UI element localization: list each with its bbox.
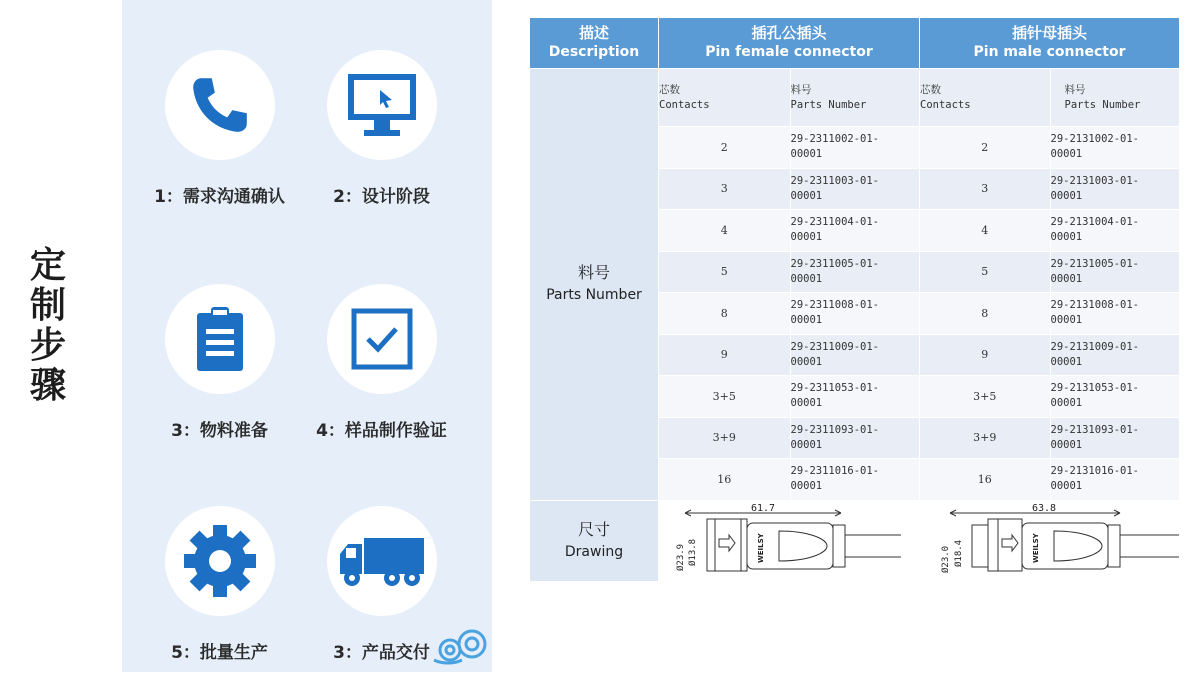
part-number-line: 29-2131016-01- bbox=[1050, 465, 1140, 478]
dimension-length: 61.7 bbox=[751, 502, 776, 514]
header-female-cn: 插孔公插头 bbox=[751, 24, 827, 42]
contacts-cell: 16 bbox=[920, 459, 1051, 501]
part-number-line: 29-2131053-01- bbox=[1050, 382, 1140, 395]
part-number-line: 00001 bbox=[790, 397, 823, 410]
male-connector-drawing-icon bbox=[920, 501, 1179, 581]
part-number-cell bbox=[790, 251, 920, 293]
step-label: 5：批量生产 bbox=[171, 643, 268, 663]
part-number-line: 00001 bbox=[790, 272, 823, 285]
drawing-label-cn: 尺寸 bbox=[577, 519, 610, 539]
female-connector-drawing bbox=[659, 500, 920, 581]
part-number-line: 00001 bbox=[790, 438, 823, 451]
male-connector-drawing bbox=[920, 500, 1180, 581]
vertical-title bbox=[22, 246, 74, 406]
part-number-cell bbox=[790, 376, 920, 418]
part-number-cell bbox=[1050, 210, 1180, 252]
part-number-cell bbox=[1050, 168, 1180, 210]
part-number-cell bbox=[1050, 334, 1180, 376]
part-number-line: 00001 bbox=[1050, 272, 1083, 285]
contacts-cell: 9 bbox=[659, 334, 791, 376]
contacts-cell: 5 bbox=[920, 251, 1051, 293]
parts-table bbox=[529, 17, 1180, 582]
dimension-outer-diameter: Ø23.0 bbox=[941, 545, 951, 573]
part-number-line: 29-2311009-01- bbox=[790, 340, 880, 353]
female-connector-drawing-icon bbox=[659, 501, 919, 581]
part-number-line: 00001 bbox=[790, 355, 823, 368]
step-label: 4：样品制作验证 bbox=[316, 421, 447, 441]
step-icon-circle bbox=[165, 50, 275, 160]
part-number-cell bbox=[790, 293, 920, 335]
part-number-cell bbox=[1050, 127, 1180, 169]
contacts-cell: 3+9 bbox=[920, 417, 1051, 459]
part-number-line: 29-2311016-01- bbox=[790, 465, 880, 478]
subheader-parts-en: Parts Number bbox=[790, 98, 867, 111]
contacts-cell: 2 bbox=[920, 127, 1051, 169]
header-male-en: Pin male connector bbox=[973, 44, 1126, 60]
part-number-line: 29-2131004-01- bbox=[1050, 216, 1140, 229]
part-number-line: 00001 bbox=[790, 189, 823, 202]
part-number-cell bbox=[790, 459, 920, 501]
contacts-cell: 16 bbox=[659, 459, 791, 501]
phone-icon bbox=[187, 72, 253, 138]
header-description bbox=[530, 18, 659, 69]
subheader-contacts-en: Contacts bbox=[659, 98, 710, 111]
part-number-line: 29-2131005-01- bbox=[1050, 257, 1140, 270]
contacts-cell: 3 bbox=[920, 168, 1051, 210]
part-number-cell bbox=[1050, 293, 1180, 335]
dimension-length: 63.8 bbox=[1032, 502, 1057, 514]
contacts-cell: 4 bbox=[659, 210, 791, 252]
part-number-line: 29-2131093-01- bbox=[1050, 423, 1140, 436]
row-label-en: Parts Number bbox=[546, 287, 642, 304]
part-number-line: 00001 bbox=[1050, 314, 1083, 327]
part-number-line: 29-2311004-01- bbox=[790, 216, 880, 229]
brand-marking: WEILSY bbox=[1032, 532, 1040, 563]
subheader-contacts-cn: 芯数 bbox=[920, 83, 941, 96]
part-number-line: 00001 bbox=[1050, 148, 1083, 161]
part-number-line: 29-2311008-01- bbox=[790, 299, 880, 312]
step-label: 3：物料准备 bbox=[171, 421, 268, 441]
dimension-inner-diameter: Ø18.4 bbox=[954, 539, 964, 567]
part-number-cell bbox=[1050, 251, 1180, 293]
clipboard-icon bbox=[193, 305, 247, 373]
step-icon-circle bbox=[327, 506, 437, 616]
drawing-label-en: Drawing bbox=[564, 543, 624, 560]
checkbox-icon bbox=[350, 307, 414, 371]
step-label: 2：设计阶段 bbox=[333, 187, 430, 207]
contacts-cell: 3+5 bbox=[659, 376, 791, 418]
drawing-row bbox=[530, 500, 1180, 581]
subheader-contacts bbox=[659, 69, 791, 127]
contacts-cell: 3+5 bbox=[920, 376, 1051, 418]
title-char: 步 bbox=[29, 325, 66, 366]
cloud-decoration-icon bbox=[432, 620, 490, 668]
header-desc-en: Description bbox=[548, 44, 640, 60]
dimension-outer-diameter: Ø23.9 bbox=[676, 543, 686, 571]
part-number-cell bbox=[790, 334, 920, 376]
step-icon-circle bbox=[327, 50, 437, 160]
part-number-line: 00001 bbox=[1050, 355, 1083, 368]
part-number-line: 29-2311093-01- bbox=[790, 423, 880, 436]
contacts-cell: 5 bbox=[659, 251, 791, 293]
part-number-line: 29-2131009-01- bbox=[1050, 340, 1140, 353]
part-number-cell bbox=[790, 417, 920, 459]
subheader-parts bbox=[790, 69, 920, 127]
brand-marking: WEILSY bbox=[757, 532, 765, 563]
subheader-parts bbox=[1050, 69, 1180, 127]
contacts-cell: 3+9 bbox=[659, 417, 791, 459]
part-number-cell bbox=[790, 210, 920, 252]
parts-number-row-label bbox=[530, 69, 659, 501]
part-number-line: 00001 bbox=[1050, 397, 1083, 410]
step-2 bbox=[289, 50, 474, 207]
table-header-row bbox=[530, 18, 1180, 69]
part-number-line: 00001 bbox=[790, 480, 823, 493]
drawing-row-label bbox=[530, 500, 659, 581]
title-char: 制 bbox=[29, 285, 66, 326]
step-1 bbox=[127, 50, 312, 207]
part-number-cell bbox=[790, 127, 920, 169]
contacts-cell: 2 bbox=[659, 127, 791, 169]
dimension-inner-diameter: Ø13.8 bbox=[688, 538, 698, 566]
part-number-line: 29-2131003-01- bbox=[1050, 174, 1140, 187]
header-desc-cn: 描述 bbox=[578, 24, 609, 42]
part-number-line: 00001 bbox=[790, 148, 823, 161]
header-female-en: Pin female connector bbox=[705, 44, 873, 60]
step-icon-circle bbox=[165, 506, 275, 616]
part-number-line: 29-2131002-01- bbox=[1050, 133, 1140, 146]
header-female bbox=[659, 18, 920, 69]
steps-panel bbox=[122, 0, 492, 672]
part-number-cell bbox=[1050, 376, 1180, 418]
step-label: 3：产品交付 bbox=[333, 643, 430, 663]
header-male-cn: 插针母插头 bbox=[1011, 24, 1087, 42]
title-char: 骤 bbox=[29, 365, 66, 406]
step-label: 1：需求沟通确认 bbox=[154, 187, 285, 207]
subheader-contacts-en: Contacts bbox=[920, 98, 971, 111]
monitor-icon bbox=[346, 72, 418, 138]
subheader-parts-cn: 料号 bbox=[1064, 83, 1086, 96]
part-number-line: 00001 bbox=[1050, 438, 1083, 451]
contacts-cell: 3 bbox=[659, 168, 791, 210]
row-label-cn: 料号 bbox=[577, 263, 610, 283]
subheader-parts-cn: 料号 bbox=[790, 83, 812, 96]
step-5 bbox=[127, 506, 312, 663]
contacts-cell: 8 bbox=[920, 293, 1051, 335]
part-number-line: 00001 bbox=[790, 314, 823, 327]
step-icon-circle bbox=[165, 284, 275, 394]
step-4 bbox=[289, 284, 474, 441]
part-number-line: 29-2311053-01- bbox=[790, 382, 880, 395]
contacts-cell: 4 bbox=[920, 210, 1051, 252]
gear-icon bbox=[183, 524, 257, 598]
step-3 bbox=[127, 284, 312, 441]
part-number-cell bbox=[1050, 417, 1180, 459]
truck-icon bbox=[338, 534, 426, 588]
subheader-parts-en: Parts Number bbox=[1064, 98, 1141, 111]
part-number-line: 29-2131008-01- bbox=[1050, 299, 1140, 312]
subheader-contacts-cn: 芯数 bbox=[659, 83, 680, 96]
part-number-cell bbox=[790, 168, 920, 210]
table-subheader-row bbox=[530, 69, 1180, 127]
part-number-line: 29-2311005-01- bbox=[790, 257, 880, 270]
title-char: 定 bbox=[29, 245, 66, 286]
contacts-cell: 8 bbox=[659, 293, 791, 335]
part-number-cell bbox=[1050, 459, 1180, 501]
part-number-line: 00001 bbox=[1050, 231, 1083, 244]
contacts-cell: 9 bbox=[920, 334, 1051, 376]
part-number-line: 29-2311002-01- bbox=[790, 133, 880, 146]
header-male bbox=[920, 18, 1180, 69]
part-number-line: 29-2311003-01- bbox=[790, 174, 880, 187]
subheader-contacts bbox=[920, 69, 1051, 127]
part-number-line: 00001 bbox=[1050, 480, 1083, 493]
step-icon-circle bbox=[327, 284, 437, 394]
part-number-line: 00001 bbox=[1050, 189, 1083, 202]
part-number-line: 00001 bbox=[790, 231, 823, 244]
